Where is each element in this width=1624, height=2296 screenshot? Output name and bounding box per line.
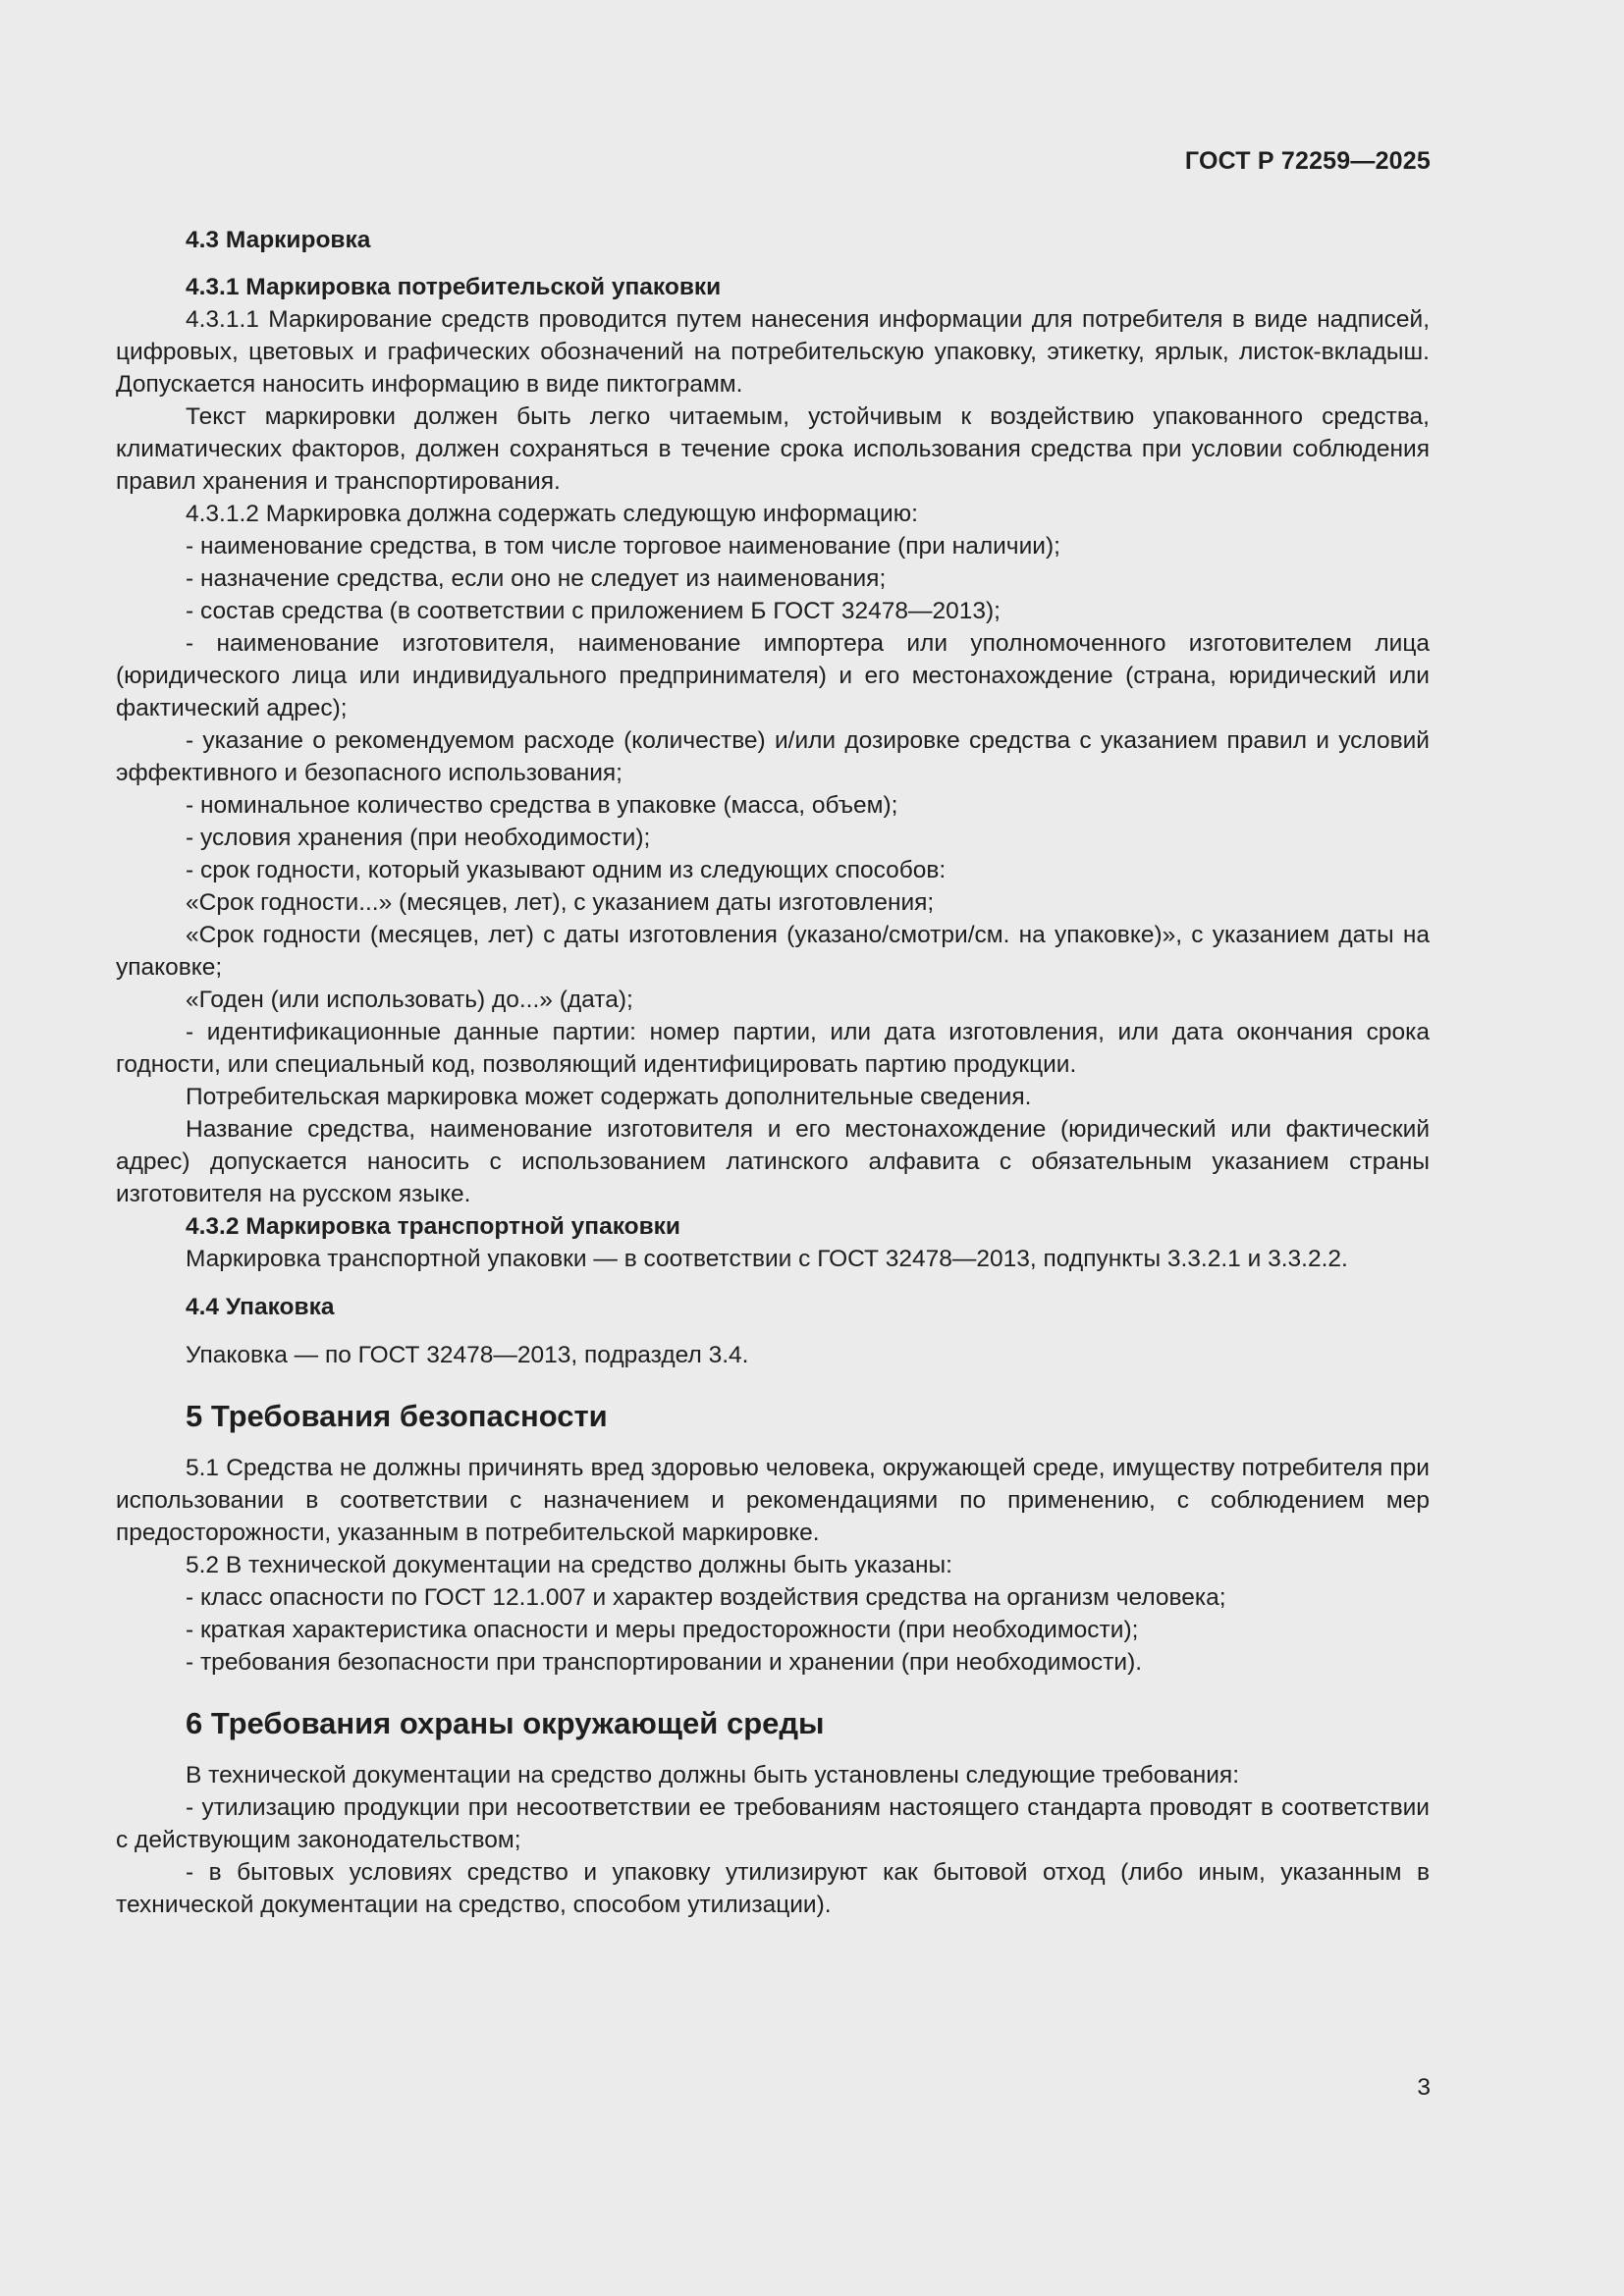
paragraph: 4.3.1.1 Маркирование средств проводится путем нанесения информации для потребителя в виде надписей, цифровых, цветовых и графических обозначений на потребительскую упаковку, этикетку, ярлык, листок-вкладыш. Допускается наносить информацию в виде пиктограмм.: [116, 306, 1430, 398]
list-item: - указание о рекомендуемом расходе (количестве) и/или дозировке средства с указанием правил и условий эффективного и безопасного использования;: [116, 727, 1430, 786]
paragraph: 4.3.1.2 Маркировка должна содержать следующую информацию:: [186, 501, 918, 527]
paragraph: 5.1 Средства не должны причинять вред здоровью человека, окружающей среде, имуществу потребителя при использовании в соответствии с назначением и рекомендациями по применению, с соблюдением мер предосторожности, указанным в потребительской маркировке.: [116, 1455, 1430, 1546]
paragraph: Маркировка транспортной упаковки — в соответствии с ГОСТ 32478—2013, подпункты 3.3.2.1 и 3.3.2.2.: [186, 1246, 1348, 1272]
list-item: - утилизацию продукции при несоответствии ее требованиям настоящего стандарта проводят в соответствии с действующим законодательством;: [116, 1794, 1430, 1853]
section-4-3-heading: 4.3 Маркировка: [186, 227, 371, 253]
section-4-4-heading: 4.4 Упаковка: [186, 1294, 335, 1320]
list-item: - требования безопасности при транспортировании и хранении (при необходимости).: [186, 1649, 1143, 1676]
list-item: - номинальное количество средства в упаковке (масса, объем);: [186, 792, 898, 819]
section-6-heading: 6 Требования охраны окружающей среды: [186, 1706, 825, 1740]
section-5-heading: 5 Требования безопасности: [186, 1399, 608, 1433]
list-item: - условия хранения (при необходимости);: [186, 825, 651, 851]
list-item: - идентификационные данные партии: номер партии, или дата изготовления, или дата окончания срока годности, или специальный код, позволяющий идентифицировать партию продукции.: [116, 1019, 1430, 1078]
paragraph: Текст маркировки должен быть легко читаемым, устойчивым к воздействию упакованного средства, климатических факторов, должен сохраняться в течение срока использования средства при условии соблюдения правил хранения и транспортирования.: [116, 403, 1430, 495]
list-item: - срок годности, который указывают одним из следующих способов:: [186, 857, 947, 883]
section-4-3-1-heading: 4.3.1 Маркировка потребительской упаковки: [186, 274, 722, 300]
paragraph: Упаковка — по ГОСТ 32478—2013, подраздел 3.4.: [186, 1342, 749, 1368]
paragraph: В технической документации на средство должны быть установлены следующие требования:: [186, 1762, 1239, 1789]
page-content: [116, 224, 1430, 1921]
paragraph: 5.2 В технической документации на средство должны быть указаны:: [186, 1552, 952, 1578]
document-number: ГОСТ Р 72259—2025: [1184, 147, 1431, 175]
list-item: - в бытовых условиях средство и упаковку утилизируют как бытовой отход (либо иным, указанным в технической документации на средство, способом утилизации).: [116, 1859, 1430, 1918]
page-number: 3: [1417, 2074, 1431, 2101]
paragraph: «Годен (или использовать) до...» (дата);: [186, 987, 633, 1013]
paragraph: Потребительская маркировка может содержать дополнительные сведения.: [186, 1084, 1032, 1110]
list-item: - состав средства (в соответствии с приложением Б ГОСТ 32478—2013);: [186, 598, 1001, 624]
paragraph: «Срок годности...» (месяцев, лет), с указанием даты изготовления;: [186, 889, 935, 916]
paragraph: «Срок годности (месяцев, лет) с даты изготовления (указано/смотри/см. на упаковке)», с указанием даты на упаковке;: [116, 922, 1430, 981]
list-item: - класс опасности по ГОСТ 12.1.007 и характер воздействия средства на организм человека;: [186, 1584, 1226, 1611]
list-item: - назначение средства, если оно не следует из наименования;: [186, 565, 887, 592]
list-item: - наименование средства, в том числе торговое наименование (при наличии);: [186, 533, 1060, 560]
section-4-3-2-heading: 4.3.2 Маркировка транспортной упаковки: [186, 1213, 680, 1240]
list-item: - наименование изготовителя, наименование импортера или уполномоченного изготовителем лица (юридического лица или индивидуального предпринимателя) и его местонахождение (страна, юридический или фактический адрес);: [116, 630, 1430, 721]
list-item: - краткая характеристика опасности и меры предосторожности (при необходимости);: [186, 1617, 1139, 1643]
paragraph: Название средства, наименование изготовителя и его местонахождение (юридический или фактический адрес) допускается наносить с использованием латинского алфавита с обязательным указанием страны изготовителя на русском языке.: [116, 1116, 1430, 1207]
